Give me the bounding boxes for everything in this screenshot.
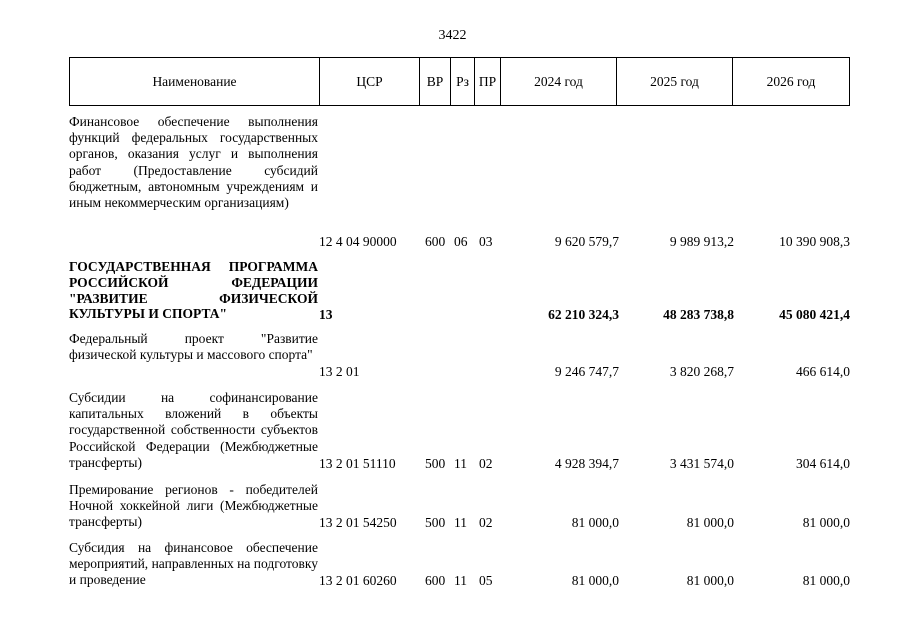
row-2026: 81 000,0 — [802, 573, 850, 588]
row-2025: 3 431 574,0 — [669, 456, 734, 471]
row-rz: 11 — [454, 515, 467, 530]
header-2025: 2025 год — [617, 58, 733, 105]
row-name: Федеральный проект "Развитие физической культуры и массового спорта" — [69, 331, 318, 363]
row-rz: 06 — [454, 234, 468, 249]
row-csr: 13 2 01 60260 — [319, 573, 397, 588]
row-pr: 02 — [479, 456, 493, 471]
row-2024: 9 620 579,7 — [554, 234, 619, 249]
row-2024: 81 000,0 — [571, 515, 619, 530]
row-pr: 02 — [479, 515, 493, 530]
row-2025: 3 820 268,7 — [669, 364, 734, 379]
header-vr: ВР — [420, 58, 451, 105]
row-name: Субсидия на финансовое обеспечение мероприятий, направленных на подготовку и проведение — [69, 540, 318, 588]
row-vr: 500 — [425, 456, 446, 471]
row-name: Субсидии на софинансирование капитальных вложений в объекты государственной собственности субъектов Российской Федерации (Межбюджетные трансферты) — [69, 390, 318, 470]
row-vr: 500 — [425, 515, 446, 530]
row-csr: 13 2 01 — [319, 364, 360, 379]
header-name: Наименование — [70, 58, 320, 105]
row-2024: 4 928 394,7 — [554, 456, 619, 471]
row-2026: 81 000,0 — [802, 515, 850, 530]
row-2025: 81 000,0 — [686, 573, 734, 588]
row-2026: 45 080 421,4 — [779, 307, 850, 322]
row-2025: 81 000,0 — [686, 515, 734, 530]
row-rz: 11 — [454, 573, 467, 588]
row-csr: 13 2 01 54250 — [319, 515, 397, 530]
row-name: ГОСУДАРСТВЕННАЯ ПРОГРАММА РОССИЙСКОЙ ФЕДЕРАЦИИ "РАЗВИТИЕ ФИЗИЧЕСКОЙ КУЛЬТУРЫ И СПОРТА" — [69, 259, 318, 322]
row-rz: 11 — [454, 456, 467, 471]
row-csr: 12 4 04 90000 — [319, 234, 397, 249]
header-pr: ПР — [475, 58, 501, 105]
row-vr: 600 — [425, 573, 446, 588]
row-2026: 466 614,0 — [796, 364, 850, 379]
row-2024: 81 000,0 — [571, 573, 619, 588]
row-name: Премирование регионов - победителей Ночной хоккейной лиги (Межбюджетные трансферты) — [69, 482, 318, 530]
row-2026: 10 390 908,3 — [779, 234, 850, 249]
row-2024: 62 210 324,3 — [548, 307, 619, 322]
row-csr: 13 2 01 51110 — [319, 456, 396, 471]
header-2024: 2024 год — [501, 58, 617, 105]
page-number: 3422 — [438, 28, 467, 43]
row-2024: 9 246 747,7 — [554, 364, 619, 379]
table-header — [69, 57, 850, 106]
header-2026: 2026 год — [766, 73, 816, 89]
row-vr: 600 — [425, 234, 446, 249]
row-pr: 03 — [479, 234, 493, 249]
row-csr: 13 — [319, 307, 333, 322]
row-name: Финансовое обеспечение выполнения функций федеральных государственных органов, оказания услуг и выполнения работ (Предоставление субсидий бюджетным, автономным учреждениям и иным некоммерческим организациям) — [69, 114, 318, 211]
header-csr: ЦСР — [320, 58, 420, 105]
row-2025: 48 283 738,8 — [663, 307, 734, 322]
row-2026: 304 614,0 — [796, 456, 850, 471]
row-2025: 9 989 913,2 — [669, 234, 734, 249]
header-rz: Рз — [451, 58, 475, 105]
row-pr: 05 — [479, 573, 493, 588]
